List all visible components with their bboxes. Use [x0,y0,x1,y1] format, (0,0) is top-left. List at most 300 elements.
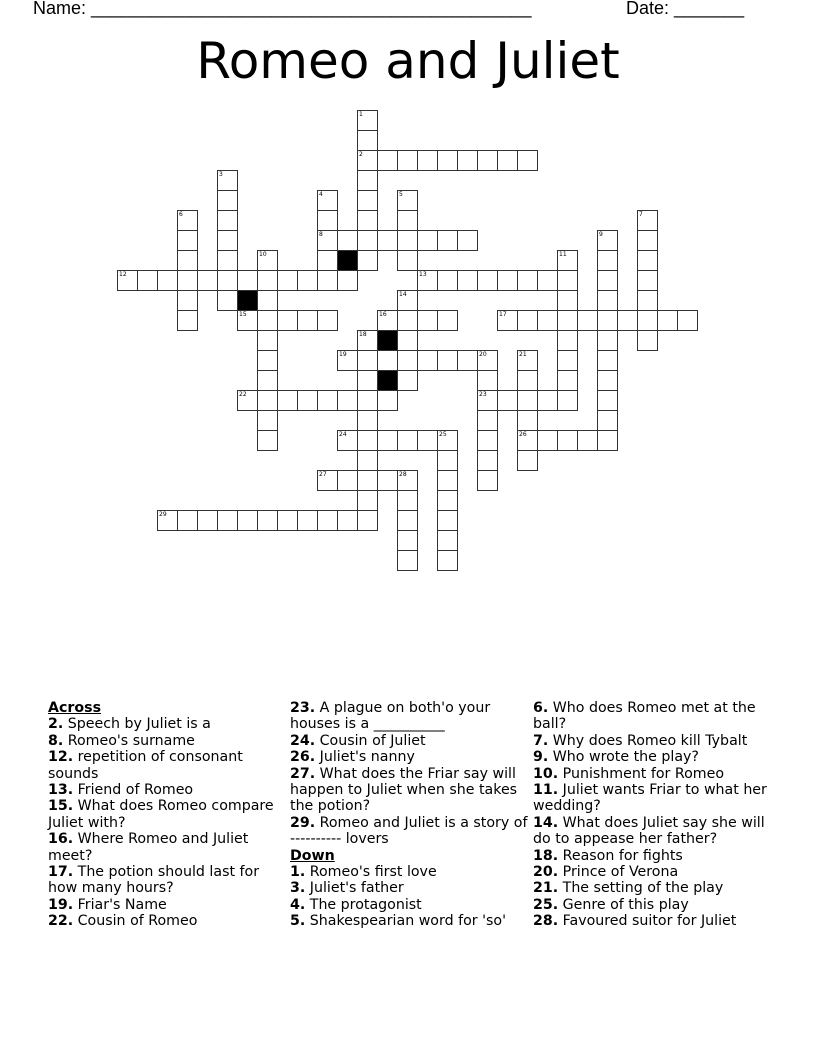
clue-number: 12. [48,749,74,766]
clue-across [48,831,288,864]
grid-cell[interactable] [317,510,338,531]
clue-text: Favoured suitor for Juliet [558,913,737,930]
grid-cell[interactable] [357,450,378,471]
grid-cell[interactable] [157,510,178,531]
grid-cell[interactable] [337,390,358,411]
clue-number: 19. [48,896,74,913]
grid-cell[interactable] [397,330,418,351]
grid-cell[interactable] [437,350,458,371]
grid-cell[interactable] [357,470,378,491]
clue-number: 23. [290,700,316,716]
grid-cell[interactable] [597,230,618,251]
grid-cell[interactable] [177,270,198,291]
grid-cell[interactable] [337,230,358,251]
grid-cell[interactable] [237,390,258,411]
grid-cell[interactable] [197,270,218,291]
grid-cell[interactable] [497,270,518,291]
clue-down [533,733,773,749]
clue-number: 27 [319,471,327,478]
clue-across [48,749,288,782]
grid-cell[interactable] [497,310,518,331]
grid-cell[interactable] [177,230,198,251]
grid-cell[interactable] [417,230,438,251]
grid-cell[interactable] [597,250,618,271]
clue-number: 24 [339,431,347,438]
grid-cell[interactable] [317,210,338,231]
grid-cell[interactable] [437,270,458,291]
clue-number: 29 [159,511,167,518]
grid-cell[interactable] [477,150,498,171]
grid-cell[interactable] [357,410,378,431]
grid-cell[interactable] [397,290,418,311]
clue-text: Friar's Name [73,896,167,913]
grid-cell[interactable] [517,450,538,471]
grid-cell[interactable] [257,330,278,351]
grid-cell[interactable] [457,150,478,171]
clue-text: Prince of Verona [558,864,679,881]
grid-cell[interactable] [337,430,358,451]
grid-cell[interactable] [517,390,538,411]
clue-number: 13. [48,782,74,799]
clue-number: 4. [290,896,306,913]
grid-cell[interactable] [277,390,298,411]
clue-number: 15 [239,311,247,318]
grid-cell[interactable] [557,390,578,411]
clue-text: Romeo and Juliet is a story of ---------- lovers [290,814,528,848]
grid-cell[interactable] [277,270,298,291]
grid-cell[interactable] [457,230,478,251]
grid-cell[interactable] [217,250,238,271]
grid-cell[interactable] [357,490,378,511]
grid-cell[interactable] [557,310,578,331]
grid-cell[interactable] [437,470,458,491]
grid-cell[interactable] [537,310,558,331]
grid-cell[interactable] [217,170,238,191]
grid-cell[interactable] [477,450,498,471]
grid-cell[interactable] [177,510,198,531]
grid-cell[interactable] [497,150,518,171]
clue-across [290,815,530,848]
grid-cell[interactable] [217,230,238,251]
clue-down [533,880,773,896]
grid-cell[interactable] [217,190,238,211]
grid-cell[interactable] [157,270,178,291]
grid-cell[interactable] [377,470,398,491]
grid-cell[interactable] [517,270,538,291]
clue-number: 1. [290,864,306,881]
clue-text: Reason for fights [558,847,683,864]
grid-cell[interactable] [257,350,278,371]
grid-cell[interactable] [617,310,638,331]
grid-cell[interactable] [477,270,498,291]
grid-cell[interactable] [557,350,578,371]
grid-cell[interactable] [417,350,438,371]
clue-down [533,897,773,913]
grid-cell[interactable] [317,230,338,251]
clue-number: 25. [533,896,559,913]
clue-number: 21 [519,351,527,358]
grid-cell[interactable] [317,190,338,211]
grid-cell[interactable] [337,270,358,291]
grid-cell[interactable] [397,350,418,371]
grid-cell[interactable] [677,310,698,331]
grid-cell[interactable] [257,270,278,291]
name-field[interactable]: Name: ____________________________________________ [33,0,532,18]
grid-cell[interactable] [437,230,458,251]
clue-across [48,798,288,831]
grid-cell[interactable] [437,510,458,531]
clue-number: 17. [48,864,74,881]
grid-cell[interactable] [337,510,358,531]
clue-text: The setting of the play [558,880,724,897]
clue-number: 26 [519,431,527,438]
grid-cell[interactable] [357,330,378,351]
clue-number: 29. [290,814,316,831]
clue-number: 27. [290,765,316,782]
clue-text: Where Romeo and Juliet meet? [48,831,249,864]
grid-cell[interactable] [557,370,578,391]
grid-cell[interactable] [257,430,278,451]
grid-cell[interactable] [597,370,618,391]
page-title: Romeo and Juliet [196,32,620,90]
grid-cell[interactable] [637,270,658,291]
clues-column-3 [533,700,773,930]
clue-number: 2. [48,716,64,733]
clue-text: Romeo's surname [63,732,195,749]
clue-text: Friend of Romeo [73,782,194,799]
grid-cell[interactable] [237,310,258,331]
clue-text: Juliet's father [305,880,404,897]
clue-text: A plague on both'o your houses is a __________ [290,700,491,733]
clue-text: Cousin of Romeo [73,913,198,930]
grid-cell[interactable] [297,510,318,531]
clue-text: Speech by Juliet is a [63,716,211,733]
grid-cell[interactable] [397,510,418,531]
clue-number: 18. [533,847,559,864]
grid-cell[interactable] [317,390,338,411]
clue-down [290,897,530,913]
date-field[interactable]: Date: _______ [626,0,745,18]
clue-down [533,700,773,733]
grid-cell[interactable] [357,390,378,411]
grid-cell[interactable] [477,370,498,391]
grid-cell[interactable] [357,130,378,151]
grid-cell[interactable] [357,170,378,191]
clue-number: 26. [290,749,316,766]
clue-text: The potion should last for how many hours? [48,864,260,897]
grid-cell[interactable] [357,110,378,131]
clue-text: What does Juliet say she will do to appease her father? [533,814,765,848]
grid-cell[interactable] [317,470,338,491]
clue-text: Romeo's first love [305,864,437,881]
clue-across [290,749,530,765]
grid-cell[interactable] [437,490,458,511]
grid-cell[interactable] [437,430,458,451]
clue-across [48,716,288,732]
grid-cell[interactable] [457,350,478,371]
grid-cell[interactable] [477,470,498,491]
grid-cell[interactable] [397,370,418,391]
grid-cell[interactable] [537,430,558,451]
clue-number: 1 [359,111,363,118]
clue-number: 14. [533,814,559,831]
clue-text: The protagonist [305,896,422,913]
grid-cell[interactable] [397,530,418,551]
clue-number: 11. [533,782,559,799]
grid-cell[interactable] [397,470,418,491]
grid-cell[interactable] [397,310,418,331]
clue-number: 28 [399,471,407,478]
clue-text: Cousin of Juliet [315,732,426,749]
grid-cell[interactable] [637,310,658,331]
grid-cell[interactable] [537,390,558,411]
black-square [377,330,398,351]
grid-cell[interactable] [357,430,378,451]
clue-number: 15. [48,798,74,815]
grid-cell[interactable] [117,270,138,291]
grid-cell[interactable] [337,470,358,491]
black-square [237,290,258,311]
clue-across [48,897,288,913]
grid-cell[interactable] [197,510,218,531]
grid-cell[interactable] [397,190,418,211]
grid-cell[interactable] [517,150,538,171]
clue-across [48,864,288,897]
clue-down [533,848,773,864]
grid-cell[interactable] [277,510,298,531]
clue-number: 4 [319,191,323,198]
clue-across [290,700,530,733]
grid-cell[interactable] [217,210,238,231]
grid-cell[interactable] [337,350,358,371]
grid-cell[interactable] [417,310,438,331]
grid-cell[interactable] [397,250,418,271]
grid-cell[interactable] [317,250,338,271]
clue-text: Who wrote the play? [548,749,699,766]
grid-cell[interactable] [597,430,618,451]
clue-number: 20 [479,351,487,358]
grid-cell[interactable] [377,430,398,451]
clue-number: 6 [179,211,183,218]
grid-cell[interactable] [177,290,198,311]
clue-number: 16 [379,311,387,318]
grid-cell[interactable] [597,270,618,291]
grid-cell[interactable] [657,310,678,331]
grid-cell[interactable] [397,550,418,571]
clue-text: Juliet wants Friar to what her wedding? [533,782,767,815]
grid-cell[interactable] [357,210,378,231]
grid-cell[interactable] [357,190,378,211]
clue-number: 7. [533,732,549,749]
clue-down [290,864,530,880]
grid-cell[interactable] [597,410,618,431]
grid-cell[interactable] [357,250,378,271]
clue-text: What does Romeo compare Juliet with? [48,798,274,831]
grid-cell[interactable] [237,270,258,291]
clue-number: 3 [219,171,223,178]
grid-cell[interactable] [397,230,418,251]
grid-cell[interactable] [257,510,278,531]
clue-number: 2 [359,151,363,158]
grid-cell[interactable] [477,390,498,411]
grid-cell[interactable] [637,250,658,271]
clue-across [290,766,530,815]
clue-number: 10 [259,251,267,258]
clue-number: 24. [290,732,316,749]
clue-number: 25 [439,431,447,438]
grid-cell[interactable] [417,430,438,451]
clue-down [533,782,773,815]
grid-cell[interactable] [397,490,418,511]
grid-cell[interactable] [317,270,338,291]
grid-cell[interactable] [517,430,538,451]
grid-cell[interactable] [137,270,158,291]
grid-cell[interactable] [417,270,438,291]
grid-cell[interactable] [257,290,278,311]
grid-cell[interactable] [257,310,278,331]
clue-number: 10. [533,765,559,782]
clue-number: 19 [339,351,347,358]
clue-number: 3. [290,880,306,897]
grid-cell[interactable] [597,290,618,311]
clue-text: Why does Romeo kill Tybalt [548,732,748,749]
grid-cell[interactable] [437,310,458,331]
grid-cell[interactable] [377,310,398,331]
grid-cell[interactable] [437,450,458,471]
black-square [377,370,398,391]
grid-cell[interactable] [217,270,238,291]
grid-cell[interactable] [257,410,278,431]
grid-cell[interactable] [557,290,578,311]
grid-cell[interactable] [637,290,658,311]
grid-cell[interactable] [437,150,458,171]
grid-cell[interactable] [637,230,658,251]
clue-number: 21. [533,880,559,897]
grid-cell[interactable] [297,270,318,291]
clues-column-1 [48,700,288,930]
clue-number: 12 [119,271,127,278]
grid-cell[interactable] [597,350,618,371]
grid-cell[interactable] [357,230,378,251]
clue-number: 9 [599,231,603,238]
grid-cell[interactable] [377,390,398,411]
clue-number: 8. [48,732,64,749]
grid-cell[interactable] [497,390,518,411]
clues-column-2 [290,700,530,930]
grid-cell[interactable] [177,250,198,271]
grid-cell[interactable] [637,330,658,351]
grid-cell[interactable] [557,430,578,451]
clue-text: repetition of consonant sounds [48,749,243,782]
clue-number: 7 [639,211,643,218]
grid-cell[interactable] [517,410,538,431]
grid-cell[interactable] [357,150,378,171]
grid-cell[interactable] [397,150,418,171]
clue-number: 14 [399,291,407,298]
clue-down [533,913,773,929]
clue-down [290,880,530,896]
clue-text: What does the Friar say will happen to Juliet when she takes the potion? [290,765,518,815]
grid-cell[interactable] [457,270,478,291]
clue-across [48,733,288,749]
grid-cell[interactable] [397,430,418,451]
grid-cell[interactable] [317,310,338,331]
grid-cell[interactable] [477,350,498,371]
down-heading: Down [290,847,335,864]
grid-cell[interactable] [177,210,198,231]
clue-number: 23 [479,391,487,398]
grid-cell[interactable] [517,310,538,331]
clue-across [290,733,530,749]
grid-cell[interactable] [577,310,598,331]
grid-cell[interactable] [437,530,458,551]
grid-cell[interactable] [417,150,438,171]
clue-text: Who does Romeo met at the ball? [533,700,756,733]
grid-cell[interactable] [297,310,318,331]
grid-cell[interactable] [397,210,418,231]
clue-number: 16. [48,831,74,848]
grid-cell[interactable] [537,270,558,291]
grid-cell[interactable] [217,290,238,311]
clue-number: 5 [399,191,403,198]
clue-number: 18 [359,331,367,338]
grid-cell[interactable] [557,270,578,291]
grid-cell[interactable] [477,430,498,451]
clue-text: Juliet's nanny [315,749,415,766]
grid-cell[interactable] [577,430,598,451]
grid-cell[interactable] [277,310,298,331]
grid-cell[interactable] [297,390,318,411]
grid-cell[interactable] [437,550,458,571]
grid-cell[interactable] [177,310,198,331]
grid-cell[interactable] [517,370,538,391]
grid-cell[interactable] [357,370,378,391]
clue-number: 5. [290,913,306,930]
clue-number: 11 [559,251,567,258]
clue-down [290,913,530,929]
grid-cell[interactable] [637,210,658,231]
clue-down [533,815,773,848]
grid-cell[interactable] [597,390,618,411]
clue-across [48,913,288,929]
grid-cell[interactable] [257,370,278,391]
grid-cell[interactable] [237,510,258,531]
grid-cell[interactable] [377,350,398,371]
grid-cell[interactable] [517,350,538,371]
grid-cell[interactable] [557,250,578,271]
clue-across [48,782,288,798]
grid-cell[interactable] [257,250,278,271]
clue-number: 22 [239,391,247,398]
clue-number: 8 [319,231,323,238]
grid-cell[interactable] [377,230,398,251]
grid-cell[interactable] [217,510,238,531]
clue-number: 17 [499,311,507,318]
grid-cell[interactable] [597,330,618,351]
grid-cell[interactable] [557,330,578,351]
grid-cell[interactable] [257,390,278,411]
clue-text: Punishment for Romeo [558,765,725,782]
clue-number: 6. [533,700,549,716]
clue-number: 22. [48,913,74,930]
grid-cell[interactable] [477,410,498,431]
grid-cell[interactable] [357,510,378,531]
clue-text: Genre of this play [558,896,689,913]
grid-cell[interactable] [357,350,378,371]
grid-cell[interactable] [377,150,398,171]
across-heading: Across [48,700,102,716]
grid-cell[interactable] [597,310,618,331]
